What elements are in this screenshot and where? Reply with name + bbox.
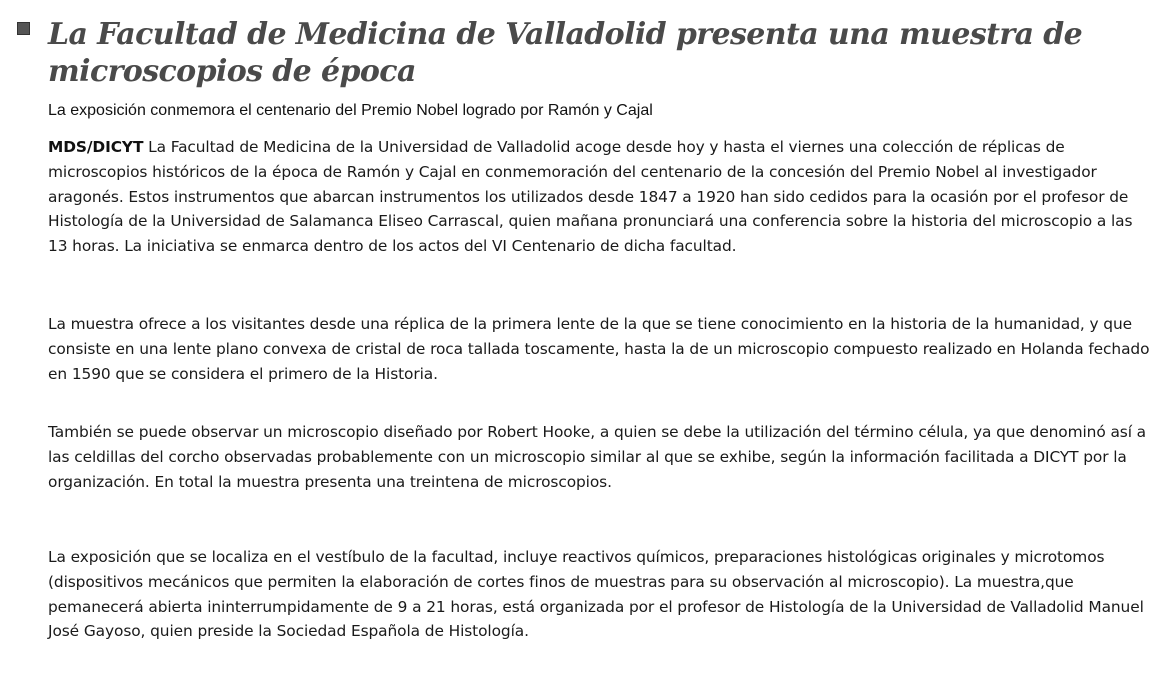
article-headline: La Facultad de Medicina de Valladolid presenta una muestra de microscopios de época [48, 17, 1083, 89]
source-credit: MDS/DICYT [48, 138, 144, 156]
bullet-square-icon [17, 22, 30, 35]
paragraph-3: También se puede observar un microscopio diseñado por Robert Hooke, a quien se debe la utilización del término célula, ya que denominó así a las celdillas del corcho observadas probablemente con un microscopio similar al que se exhibe, según la información facilitada a DICYT por la organización. En total la muestra presenta una treintena de microscopios. [48, 423, 1146, 491]
paragraph-1-text: La Facultad de Medicina de la Universidad de Valladolid acoge desde hoy y hasta el viernes una colección de réplicas de microscopios históricos de la época de Ramón y Cajal en conmemoración del centenario de la concesión del Premio Nobel al investigador aragonés. Estos instrumentos que abarcan instrumentos los utilizados desde 1847 a 1920 han sido cedidos para la ocasión por el profesor de Histología de la Universidad de Salamanca Eliseo Carrascal, quien mañana pronunciará una conferencia sobre la historia del microscopio a las 13 horas. La iniciativa se enmarca dentro de los actos del VI Centenario de dicha facultad. [48, 138, 1133, 256]
article-subtitle: La exposición conmemora el centenario del Premio Nobel logrado por Ramón y Cajal [48, 102, 653, 119]
paragraph-2: La muestra ofrece a los visitantes desde una réplica de la primera lente de la que se tiene conocimiento en la historia de la humanidad, y que consiste en una lente plano convexa de cristal de roca tallada toscamente, hasta la de un microscopio compuesto realizado en Holanda fechado en 1590 que se considera el primero de la Historia. [48, 315, 1150, 383]
paragraph-1 [48, 135, 1154, 259]
paragraph-4: La exposición que se localiza en el vestíbulo de la facultad, incluye reactivos químicos, preparaciones histológicas originales y microtomos (dispositivos mecánicos que permiten la elaboración de cortes finos de muestras para su observación al microscopio). La muestra,que pemanecerá abierta ininterrumpidamente de 9 a 21 horas, está organizada por el profesor de Histología de la Universidad de Valladolid Manuel José Gayoso, quien preside la Sociedad Española de Histología. [48, 548, 1144, 641]
